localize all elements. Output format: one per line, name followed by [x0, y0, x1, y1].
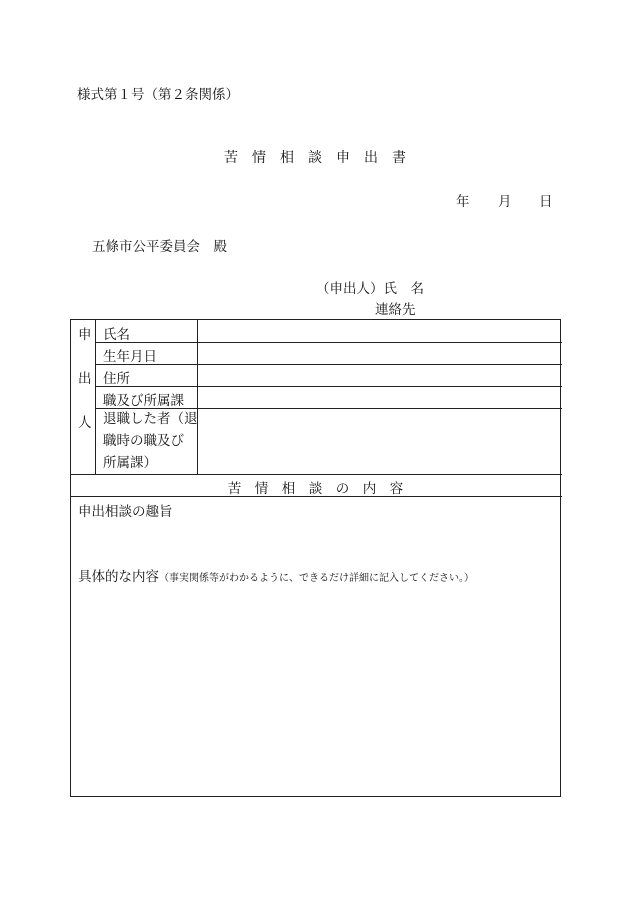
row-label-retired — [103, 408, 198, 474]
form-number: 様式第１号（第２条関係） — [77, 87, 239, 103]
applicant-contact-label: 連絡先 — [375, 302, 416, 318]
side-label-char: 出 — [78, 371, 92, 387]
side-label-char: 申 — [78, 327, 92, 343]
details-note: （事実関係等がわかるように、できるだけ詳細に記入してください。） — [159, 573, 474, 584]
recipient: 五條市公平委員会 殿 — [92, 239, 227, 255]
details-label-row — [78, 565, 474, 585]
row-divider — [95, 386, 562, 387]
row-label-retired-line: 所属課） — [103, 455, 157, 471]
applicant-name-label: （申出人）氏 名 — [316, 281, 424, 297]
document-title: 苦 情 相 談 申 出 書 — [224, 150, 406, 166]
row-label-address: 住所 — [103, 371, 130, 387]
content-section-header: 苦 情 相 談 の 内 容 — [227, 481, 404, 497]
row-label-retired-line: 職時の職及び — [103, 433, 184, 449]
application-table — [70, 319, 561, 797]
side-label-char: 人 — [78, 415, 92, 431]
row-label-name: 氏名 — [103, 327, 130, 343]
section-divider — [71, 474, 562, 475]
date-year-label: 年 — [456, 194, 470, 210]
row-label-position: 職及び所属課 — [103, 393, 184, 409]
date-month-label: 月 — [498, 194, 512, 210]
row-label-retired-line: 退職した者（退 — [103, 411, 198, 427]
details-label: 具体的な内容 — [78, 569, 159, 585]
row-divider — [95, 342, 562, 343]
row-divider — [95, 364, 562, 365]
row-label-birthdate: 生年月日 — [103, 349, 157, 365]
side-column-divider — [95, 320, 96, 474]
purpose-label: 申出相談の趣旨 — [78, 504, 173, 520]
date-day-label: 日 — [539, 194, 553, 210]
